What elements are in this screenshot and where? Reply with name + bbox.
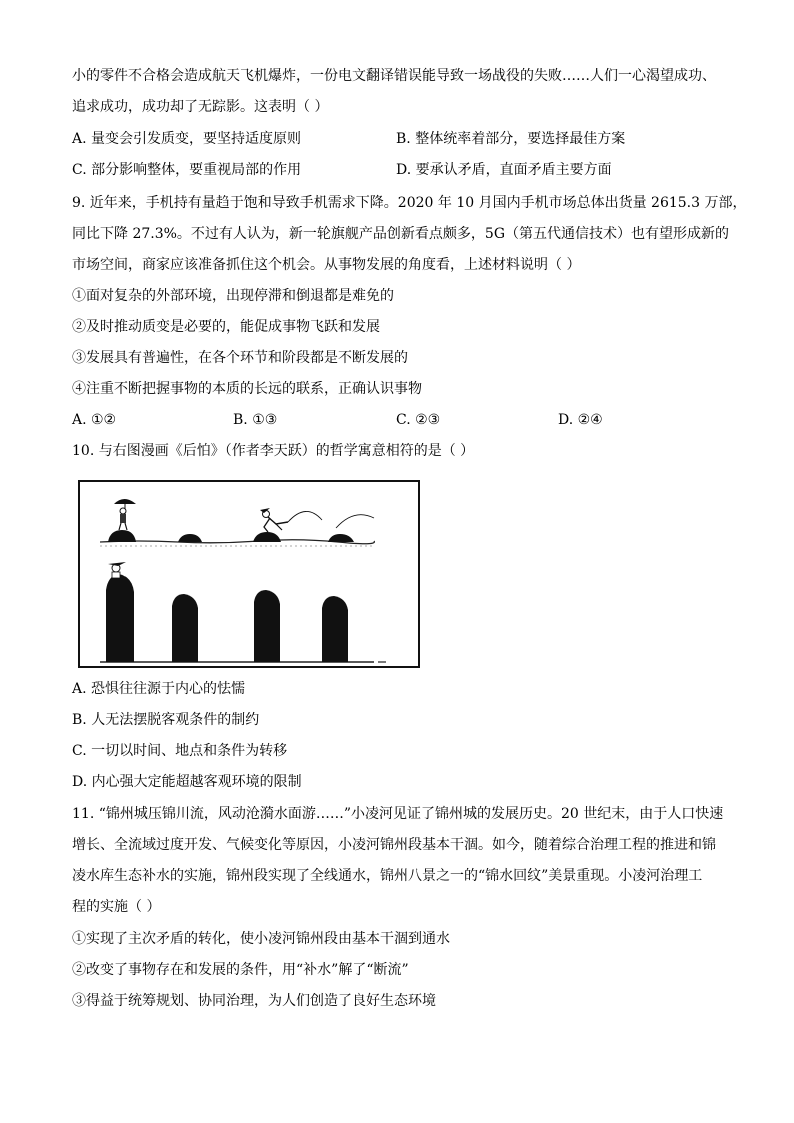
q8-option-b: B. 整体统率着部分，要选择最佳方案 [396,131,626,147]
q9-statement-3: ③发展具有普遍性，在各个环节和阶段都是不断发展的 [72,350,408,366]
q9-option-a: A. ①② [72,412,117,428]
q10-option-a: A. 恐惧往往源于内心的怯懦 [72,681,246,697]
q11-statement-1: ①实现了主次矛盾的转化，使小凌河锦州段由基本干涸到通水 [72,931,450,947]
q10-option-b: B. 人无法摆脱客观条件的制约 [72,712,260,728]
q9-stem-line-1: 9. 近年来，手机持有量趋于饱和导致手机需求下降。2020 年 10 月国内手机市场总体出货量 2615.3 万部， [72,195,747,211]
q8-stem-line-2: 追求成功，成功却了无踪影。这表明（ ） [72,99,329,115]
cartoon-houpa [78,480,420,668]
q8-option-d: D. 要承认矛盾，直面矛盾主要方面 [396,162,612,178]
q11-stem-line-3: 凌水库生态补水的实施，锦州段实现了全线通水，锦州八景之一的“锦水回纹”美景重现。小凌河治理工 [72,868,703,884]
q11-stem-line-2: 增长、全流域过度开发、气候变化等原因，小凌河锦州段基本干涸。如今，随着综合治理工程的推进和锦 [72,837,716,853]
q11-statement-3: ③得益于统筹规划、协同治理，为人们创造了良好生态环境 [72,993,436,1009]
q9-option-c: C. ②③ [396,412,441,428]
q8-option-c: C. 部分影响整体，要重视局部的作用 [72,162,302,178]
q9-option-b: B. ①③ [233,412,278,428]
q11-stem-line-1: 11. “锦州城压锦川流，风动沧漪水面游……”小凌河见证了锦州城的发展历史。20 世纪末，由于人口快速 [72,806,724,822]
q10-stem: 10. 与右图漫画《后怕》（作者李天跃）的哲学寓意相符的是（ ） [72,443,475,459]
q9-stem-line-2: 同比下降 27.3%。不过有人认为，新一轮旗舰产品创新看点颇多，5G（第五代通信技术）也有望形成新的 [72,226,730,242]
q9-statement-4: ④注重不断把握事物的本质的长远的联系，正确认识事物 [72,381,422,397]
q11-stem-line-4: 程的实施（ ） [72,899,161,915]
q9-stem-line-3: 市场空间，商家应该准备抓住这个机会。从事物发展的角度看，上述材料说明（ ） [72,257,581,273]
q10-option-d: D. 内心强大定能超越客观环境的限制 [72,774,302,790]
q9-statement-1: ①面对复杂的外部环境，出现停滞和倒退都是难免的 [72,288,394,304]
q8-option-a: A. 量变会引发质变，要坚持适度原则 [72,131,302,147]
q11-statement-2: ②改变了事物存在和发展的条件，用“补水”解了“断流” [72,962,409,978]
q9-statement-2: ②及时推动质变是必要的，能促成事物飞跃和发展 [72,319,380,335]
q9-option-d: D. ②④ [558,412,603,428]
q8-stem-line-1: 小的零件不合格会造成航天飞机爆炸，一份电文翻译错误能导致一场战役的失败……人们一心渴望成功、 [72,68,716,84]
q10-option-c: C. 一切以时间、地点和条件为转移 [72,743,288,759]
